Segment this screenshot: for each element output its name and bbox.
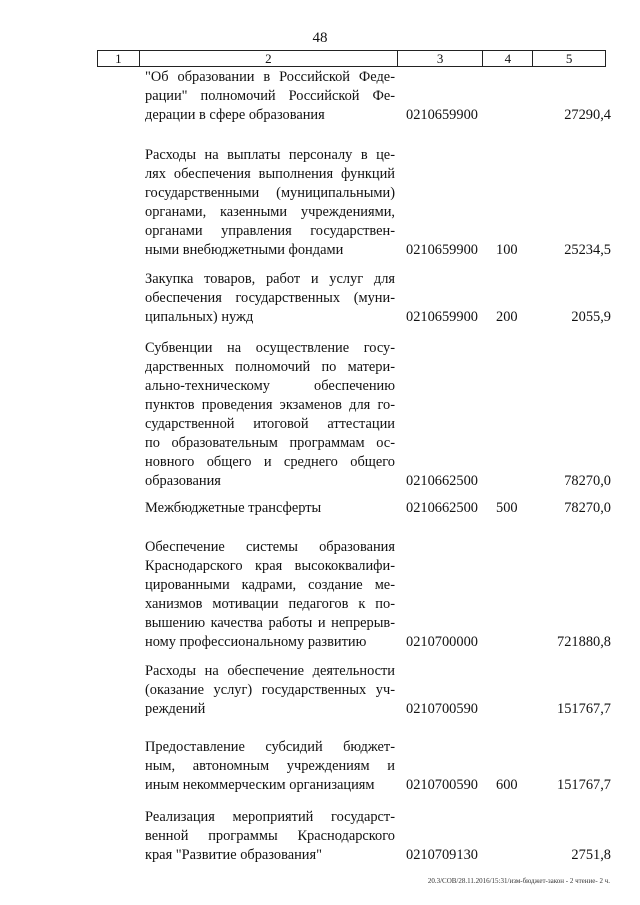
amount-value: 27290,4 bbox=[564, 107, 611, 123]
column-header-5: 5 bbox=[565, 51, 573, 66]
table-row bbox=[0, 339, 640, 491]
row-description bbox=[145, 538, 395, 652]
target-article-code: 0210659900 bbox=[406, 242, 478, 258]
column-header-row bbox=[97, 50, 606, 67]
row-description bbox=[145, 738, 395, 795]
page-number: 48 bbox=[312, 30, 328, 46]
description-line: края "Развитие образования" bbox=[145, 847, 322, 863]
table-row bbox=[0, 68, 640, 125]
description-line: Закупка товаров, работ и услуг для bbox=[145, 271, 395, 287]
description-line: вышению качества работы и непрерыв- bbox=[145, 615, 395, 631]
amount-value: 2751,8 bbox=[571, 847, 611, 863]
description-line: государственными (муниципальными) bbox=[145, 185, 395, 201]
description-line: рации" полномочий Российской Фе- bbox=[145, 88, 395, 104]
description-line: Субвенции на осуществление госу- bbox=[145, 340, 395, 356]
description-line: органами, казенными учреждениями, bbox=[145, 204, 395, 220]
row-description bbox=[145, 270, 395, 327]
description-line: цированными кадрами, создание ме- bbox=[145, 577, 395, 593]
row-description bbox=[145, 662, 395, 719]
description-line: Реализация мероприятий государст- bbox=[145, 809, 395, 825]
table-row bbox=[0, 499, 640, 518]
target-article-code: 0210659900 bbox=[406, 107, 478, 123]
column-header-1: 1 bbox=[98, 51, 140, 66]
expense-type-code: 500 bbox=[496, 500, 518, 516]
description-line: лях обеспечения выполнения функций bbox=[145, 166, 395, 182]
description-line: дерации в сфере образования bbox=[145, 107, 325, 123]
amount-value: 78270,0 bbox=[564, 473, 611, 489]
table-row bbox=[0, 808, 640, 865]
expense-type-code: 100 bbox=[496, 242, 518, 258]
expense-type-code: 600 bbox=[496, 777, 518, 793]
description-line: иным некоммерческим организациям bbox=[145, 777, 375, 793]
target-article-code: 0210700590 bbox=[406, 777, 478, 793]
description-line: сударственной итоговой аттестации bbox=[145, 416, 395, 432]
footer-stamp: 20.3/СОВ/28.11.2016/15:31/изм-бюджет-закон - 2 чтение- 2 ч. bbox=[427, 877, 610, 885]
description-line: (оказание услуг) государственных уч- bbox=[145, 682, 395, 698]
column-header-3: 3 bbox=[398, 51, 484, 66]
description-line: Расходы на выплаты персоналу в це- bbox=[145, 147, 395, 163]
amount-value: 721880,8 bbox=[557, 634, 611, 650]
description-line: "Об образовании в Российской Феде- bbox=[145, 69, 395, 85]
description-line: ному профессиональному развитию bbox=[145, 634, 367, 650]
description-line: обеспечения государственных (муни- bbox=[145, 290, 395, 306]
description-line: новного общего и среднего общего bbox=[145, 454, 395, 470]
amount-value: 78270,0 bbox=[564, 500, 611, 516]
description-line: Межбюджетные трансферты bbox=[145, 500, 322, 516]
description-line: по образовательным программам ос- bbox=[145, 435, 395, 451]
row-description bbox=[145, 499, 395, 518]
description-line: Расходы на обеспечение деятельности bbox=[145, 663, 395, 679]
table-row bbox=[0, 738, 640, 795]
table-row bbox=[0, 538, 640, 652]
description-line: Обеспечение системы образования bbox=[145, 539, 395, 555]
target-article-code: 0210700000 bbox=[406, 634, 478, 650]
description-line: органами управления государствен- bbox=[145, 223, 395, 239]
amount-value: 25234,5 bbox=[564, 242, 611, 258]
target-article-code: 0210659900 bbox=[406, 309, 478, 325]
description-line: Предоставление субсидий бюджет- bbox=[145, 739, 395, 755]
table-row bbox=[0, 146, 640, 260]
description-line: венной программы Краснодарского bbox=[145, 828, 395, 844]
table-row bbox=[0, 662, 640, 719]
description-line: ально-техническому обеспечению bbox=[145, 378, 395, 394]
column-header-4: 4 bbox=[483, 51, 533, 66]
row-description bbox=[145, 146, 395, 260]
row-description bbox=[145, 68, 395, 125]
description-line: ханизмов мотивации педагогов к по- bbox=[145, 596, 395, 612]
description-line: Краснодарского края высококвалифи- bbox=[145, 558, 395, 574]
description-line: дарственных полномочий по матери- bbox=[145, 359, 395, 375]
target-article-code: 0210709130 bbox=[406, 847, 478, 863]
amount-value: 151767,7 bbox=[557, 777, 611, 793]
description-line: ным, автономным учреждениям и bbox=[145, 758, 395, 774]
target-article-code: 0210662500 bbox=[406, 473, 478, 489]
table-row bbox=[0, 270, 640, 327]
description-line: ными внебюджетными фондами bbox=[145, 242, 344, 258]
column-header-2: 2 bbox=[140, 51, 398, 66]
row-description bbox=[145, 808, 395, 865]
description-line: пунктов проведения экзаменов для го- bbox=[145, 397, 395, 413]
description-line: реждений bbox=[145, 701, 206, 717]
target-article-code: 0210700590 bbox=[406, 701, 478, 717]
description-line: образования bbox=[145, 473, 221, 489]
row-description bbox=[145, 339, 395, 491]
description-line: ципальных) нужд bbox=[145, 309, 254, 325]
expense-type-code: 200 bbox=[496, 309, 518, 325]
amount-value: 151767,7 bbox=[557, 701, 611, 717]
target-article-code: 0210662500 bbox=[406, 500, 478, 516]
amount-value: 2055,9 bbox=[571, 309, 611, 325]
